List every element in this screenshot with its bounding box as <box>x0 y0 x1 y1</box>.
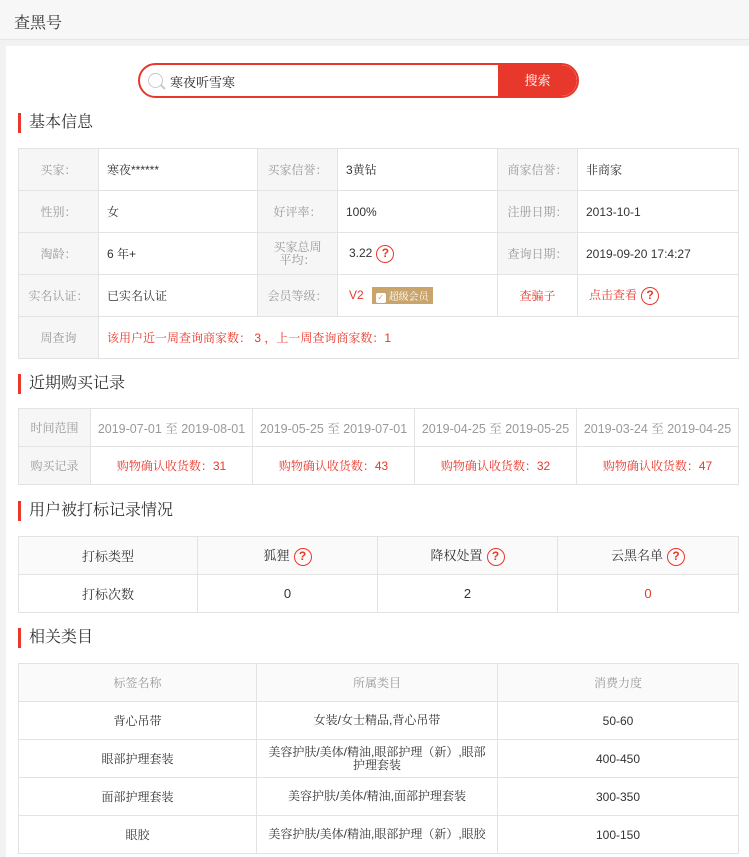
register-date-value: 2013-10-1 <box>578 191 739 233</box>
record-cell: 购物确认收货数：47 <box>577 447 739 485</box>
search-icon <box>148 73 163 88</box>
range-cell: 2019-03-24 至 2019-04-25 <box>577 409 739 447</box>
question-circle-icon[interactable]: ? <box>641 287 659 305</box>
spend-cell: 400-450 <box>498 740 739 778</box>
category-cell: 美容护肤/美体/精油,眼部护理（新）,眼部护理套装 <box>257 740 498 778</box>
top-bar <box>0 0 749 40</box>
realname-label: 实名认证： <box>19 275 99 317</box>
buyer-value: 寒夜****** <box>99 149 258 191</box>
record-cell: 购物确认收货数：32 <box>415 447 577 485</box>
register-date-label: 注册日期： <box>498 191 578 233</box>
range-cell: 2019-07-01 至 2019-08-01 <box>91 409 253 447</box>
table-row <box>19 409 739 447</box>
category-cell: 美容护肤/美体/精油,眼部护理（新）,眼胶 <box>257 816 498 854</box>
search-button[interactable]: 搜索 <box>498 65 577 96</box>
weekly-avg-value: 3.22 <box>349 245 373 260</box>
section-title-marks: 用户被打标记录情况 <box>18 501 173 521</box>
mark-type-fox <box>198 537 378 575</box>
table-row <box>19 317 739 359</box>
table-row <box>19 664 739 702</box>
question-circle-icon[interactable]: ? <box>294 548 312 566</box>
range-cell: 2019-05-25 至 2019-07-01 <box>253 409 415 447</box>
member-cell <box>338 275 498 317</box>
section-title-basic: 基本信息 <box>18 113 93 133</box>
mark-type-demote <box>378 537 558 575</box>
cheat-check-cell <box>578 275 739 317</box>
mark-records-table <box>18 536 739 613</box>
mark-type-fox-label: 狐狸 <box>263 548 290 564</box>
buyer-label: 买家： <box>19 149 99 191</box>
basic-info-table <box>18 148 739 359</box>
weekly-avg-cell <box>338 233 498 275</box>
question-circle-icon[interactable]: ? <box>487 548 505 566</box>
weekly-query-label: 周查询 <box>19 317 99 359</box>
praise-rate-value: 100% <box>338 191 498 233</box>
section-title-categories: 相关类目 <box>18 628 93 648</box>
table-row <box>19 575 739 613</box>
table-row <box>19 740 739 778</box>
vip-badge <box>372 287 433 304</box>
table-row <box>19 149 739 191</box>
query-date-label: 查询日期： <box>498 233 578 275</box>
record-cell: 购物确认收货数：43 <box>253 447 415 485</box>
categories-table <box>18 663 739 854</box>
query-date-value: 2019-09-20 17:4:27 <box>578 233 739 275</box>
cheat-check-label: 查骗子 <box>498 275 578 317</box>
seller-credit-label: 商家信誉： <box>498 149 578 191</box>
vip-check-icon: ✓ <box>377 293 385 302</box>
table-row <box>19 702 739 740</box>
tag-name-cell: 眼胶 <box>19 816 257 854</box>
table-row <box>19 537 739 575</box>
search-input[interactable] <box>170 71 490 91</box>
mark-type-label: 打标类型 <box>19 537 198 575</box>
tag-name-cell: 眼部护理套装 <box>19 740 257 778</box>
range-cell: 2019-04-25 至 2019-05-25 <box>415 409 577 447</box>
header-spend: 消费力度 <box>498 664 739 702</box>
table-row <box>19 275 739 317</box>
header-category: 所属类目 <box>257 664 498 702</box>
spend-cell: 100-150 <box>498 816 739 854</box>
mark-type-demote-label: 降权处置 <box>430 548 483 564</box>
mark-count-blacklist: 0 <box>558 575 739 613</box>
header-tag-name: 标签名称 <box>19 664 257 702</box>
search-box <box>138 63 579 98</box>
spend-cell: 50-60 <box>498 702 739 740</box>
weekly-query-text: 该用户近一周查询商家数： 3 ，上一周查询商家数：1 <box>99 317 739 359</box>
gender-label: 性别： <box>19 191 99 233</box>
record-cell: 购物确认收货数：31 <box>91 447 253 485</box>
range-label: 时间范围 <box>19 409 91 447</box>
question-circle-icon[interactable]: ? <box>667 548 685 566</box>
page-title: 查黑号 <box>14 15 63 32</box>
question-circle-icon[interactable]: ? <box>376 245 394 263</box>
mark-type-blacklist <box>558 537 739 575</box>
tag-name-cell: 背心吊带 <box>19 702 257 740</box>
mark-count-label: 打标次数 <box>19 575 198 613</box>
tag-name-cell: 面部护理套装 <box>19 778 257 816</box>
category-cell: 美容护肤/美体/精油,面部护理套装 <box>257 778 498 816</box>
category-cell: 女装/女士精品,背心吊带 <box>257 702 498 740</box>
member-label: 会员等级： <box>258 275 338 317</box>
record-label: 购买记录 <box>19 447 91 485</box>
vip-badge-label: 超级会员 <box>388 292 429 303</box>
mark-count-demote: 2 <box>378 575 558 613</box>
seller-credit-value: 非商家 <box>578 149 739 191</box>
buyer-credit-label: 买家信誉： <box>258 149 338 191</box>
mark-count-fox: 0 <box>198 575 378 613</box>
member-level: V2 <box>349 287 364 302</box>
table-row <box>19 191 739 233</box>
table-row <box>19 778 739 816</box>
weekly-avg-label: 买家总周平均： <box>258 233 338 275</box>
realname-value: 已实名认证 <box>99 275 258 317</box>
table-row <box>19 816 739 854</box>
buyer-credit-value: 3黄钻 <box>338 149 498 191</box>
purchase-records-table <box>18 408 739 485</box>
mark-type-blacklist-label: 云黑名单 <box>610 548 663 564</box>
taobao-age-label: 淘龄： <box>19 233 99 275</box>
section-title-purchases: 近期购买记录 <box>18 374 125 394</box>
table-row <box>19 447 739 485</box>
spend-cell: 300-350 <box>498 778 739 816</box>
view-link[interactable]: 点击查看 <box>589 288 638 303</box>
praise-rate-label: 好评率： <box>258 191 338 233</box>
gender-value: 女 <box>99 191 258 233</box>
taobao-age-value: 6 年+ <box>99 233 258 275</box>
table-row <box>19 233 739 275</box>
